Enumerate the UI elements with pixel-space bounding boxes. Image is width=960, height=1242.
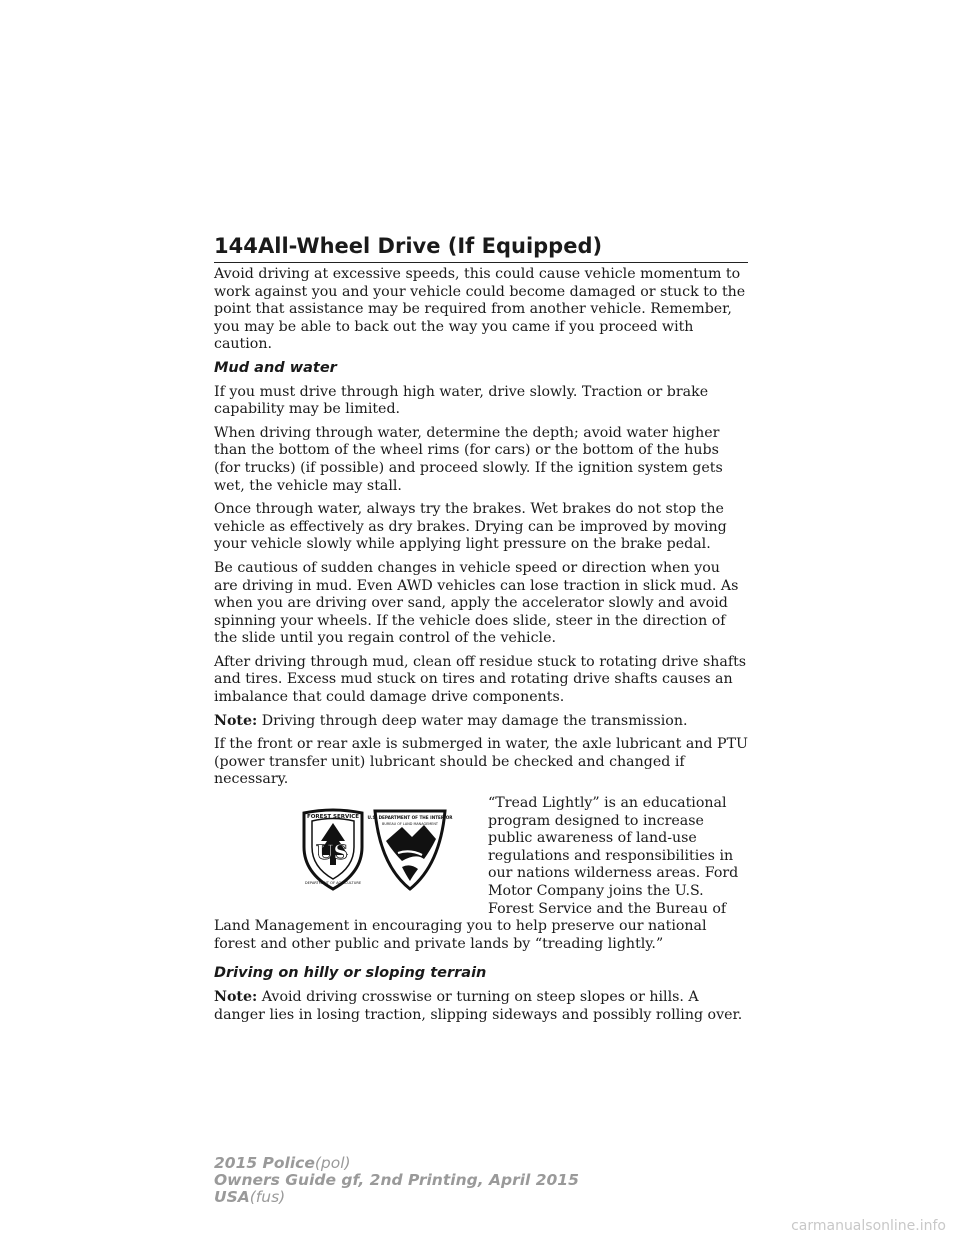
blm-logo-icon — [367, 807, 453, 891]
tread-lightly-logos — [214, 795, 480, 903]
note-label: Note: — [214, 712, 258, 729]
blm-top-text: U.S. DEPARTMENT OF THE INTERIOR — [367, 815, 453, 821]
note-label: Note: — [214, 988, 258, 1005]
heading-hilly-terrain: Driving on hilly or sloping terrain — [214, 965, 487, 982]
forest-service-letters: US — [316, 840, 348, 865]
forest-service-shield-icon — [300, 807, 366, 891]
paragraph-speed: Avoid driving at excessive speeds, this could cause vehicle momentum to work against you and your vehicle could become damaged or stuck to the point that assistance may be required from another vehicle. Remember, you may be able to back out the way you came if you proceed with caution. — [214, 266, 746, 353]
paragraph-high-water: If you must drive through high water, drive slowly. Traction or brake capability may be limited. — [214, 383, 709, 418]
footer-market: USA — [214, 1188, 250, 1206]
forest-service-top-text: FOREST SERVICE — [306, 814, 360, 821]
paragraph-mud-caution: Be cautious of sudden changes in vehicle speed or direction when you are driving in mud. Even AWD vehicles can lose traction in slick mud. As when you are driving over sand, apply the accelerator slowly and avoid spinning your wheels. If the vehicle does slide, steer in the direction of the slide until you regain control of the vehicle. — [214, 559, 739, 647]
footer-market-code: (fus) — [249, 1188, 286, 1206]
blm-sub-text: BUREAU OF LAND MANAGEMENT — [382, 822, 438, 827]
page-header — [214, 228, 748, 263]
watermark: carmanualsonline.info — [791, 1218, 946, 1234]
forest-service-bottom-text: DEPARTMENT OF AGRICULTURE — [304, 881, 362, 886]
note-text: Avoid driving crosswise or turning on steep slopes or hills. A danger lies in losing traction, slipping sideways and possibly rolling over. — [214, 988, 743, 1023]
paragraph-tread-lightly: “Tread Lightly” is an educational program designed to increase public awareness of land-use regulations and responsibilities in our nations wilderness areas. Ford Motor Company joins the U.S. Forest Service and the Bureau of Land Management in encouraging you to help preserve our national forest and other public and private lands by “treading lightly.” — [214, 795, 739, 952]
note-text: Driving through deep water may damage the transmission. — [261, 712, 688, 729]
chapter-title: All-Wheel Drive (If Equipped) — [258, 234, 603, 258]
note-deep-water — [214, 713, 748, 731]
footer-line-3 — [214, 1189, 579, 1206]
note-slopes — [214, 989, 748, 1024]
page-number: 144 — [214, 234, 258, 258]
paragraph-mud-residue: After driving through mud, clean off residue stuck to rotating drive shafts and tires. Excess mud stuck on tires and rotating drive shafts causes an imbalance that could damage drive components. — [214, 653, 747, 706]
footer-line-2: Owners Guide gf, 2nd Printing, April 2015 — [214, 1171, 579, 1189]
page-content — [214, 266, 748, 1030]
footer-model: 2015 Police — [214, 1154, 315, 1172]
page-footer — [214, 1155, 579, 1206]
paragraph-axle: If the front or rear axle is submerged in water, the axle lubricant and PTU (power transfer unit) lubricant should be checked and changed if necessary. — [214, 736, 748, 788]
paragraph-water-depth: When driving through water, determine the depth; avoid water higher than the bottom of the wheel rims (for cars) or the bottom of the hubs (for trucks) (if possible) and proceed slowly. If the ignition system gets wet, the vehicle may stall. — [214, 424, 723, 494]
footer-line-1 — [214, 1155, 579, 1172]
heading-mud-and-water: Mud and water — [214, 359, 337, 376]
footer-model-code: (pol) — [314, 1154, 351, 1172]
paragraph-wet-brakes: Once through water, always try the brakes. Wet brakes do not stop the vehicle as effectively as dry brakes. Drying can be improved by moving your vehicle slowly while applying light pressure on the brake pedal. — [214, 501, 727, 553]
